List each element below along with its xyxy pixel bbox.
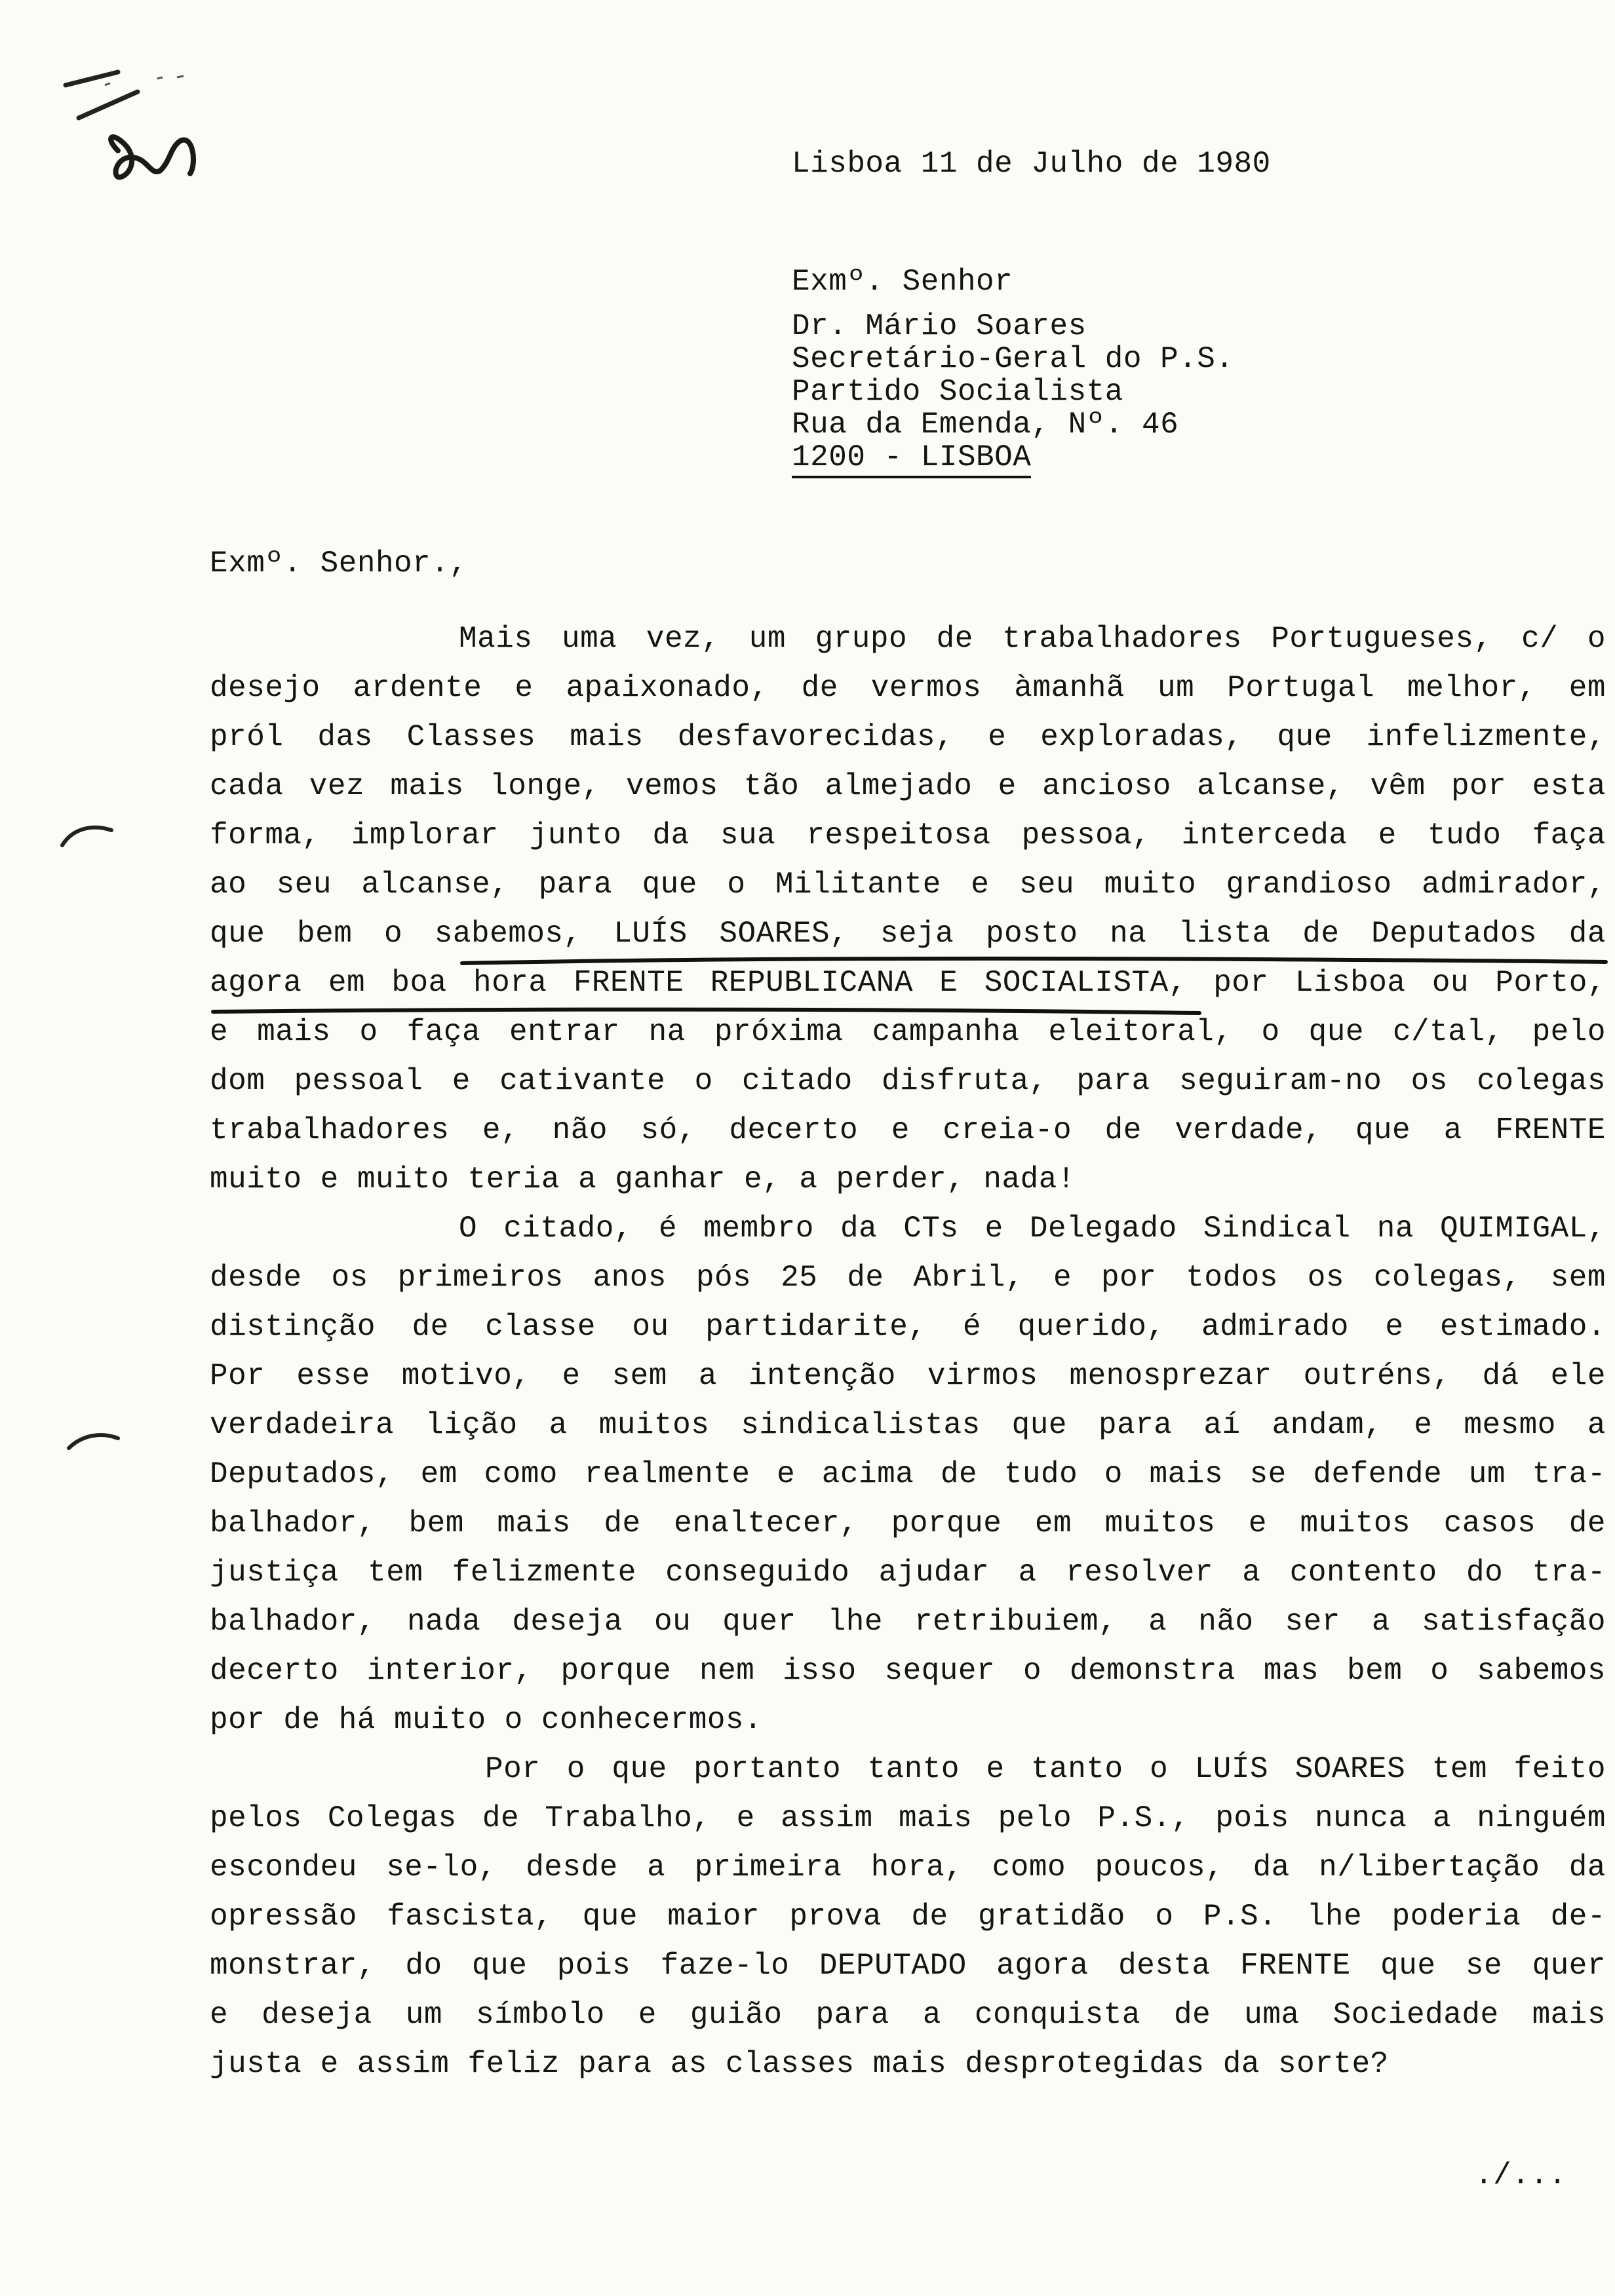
- body-line: que bem o sabemos, LUÍS SOARES, seja posto na lista de Deputados da: [210, 917, 1606, 951]
- body-line: Por o que portanto tanto e tanto o LUÍS SOARES tem feito: [485, 1752, 1606, 1786]
- body-line: muito e muito teria a ganhar e, a perder, nada!: [210, 1162, 1076, 1196]
- body-line: cada vez mais longe, vemos tão almejado e ancioso alcanse, vêm por esta: [210, 769, 1606, 803]
- body-line: distinção de classe ou partidarite, é querido, admirado e estimado.: [210, 1310, 1606, 1344]
- body-line: e deseja um símbolo e guião para a conquista de uma Sociedade mais: [210, 1998, 1606, 2032]
- underline-1: [459, 951, 1612, 971]
- body-line: balhador, nada deseja ou quer lhe retribuiem, a não ser a satisfação: [210, 1605, 1606, 1639]
- body-line: opressão fascista, que maior prova de gratidão o P.S. lhe poderia de-: [210, 1900, 1606, 1934]
- body-line: Deputados, em como realmente e acima de tudo o mais se defende um tra-: [210, 1457, 1606, 1491]
- margin-mark-2: [66, 1422, 125, 1461]
- body-line: balhador, bem mais de enaltecer, porque em muitos e muitos casos de: [210, 1506, 1606, 1540]
- body-line: escondeu se-lo, desde a primeira hora, como poucos, da n/libertação da: [210, 1850, 1606, 1885]
- body-line: justiça tem felizmente conseguido ajudar a resolver a contento do tra-: [210, 1556, 1606, 1590]
- continuation-mark: ./...: [1475, 2158, 1567, 2192]
- greeting: Exmº. Senhor.,: [210, 546, 468, 581]
- body-line: ao seu alcanse, para que o Militante e seu muito grandioso admirador,: [210, 868, 1606, 902]
- body-line: agora em boa hora FRENTE REPUBLICANA E SOCIALISTA, por Lisboa ou Porto,: [210, 966, 1606, 1000]
- addressee-salutation: Exmº. Senhor: [792, 265, 1013, 299]
- body-line: dom pessoal e cativante o citado disfruta, para seguiram-no os colegas: [210, 1064, 1606, 1098]
- addressee-organization: Partido Socialista: [792, 375, 1123, 409]
- body-line: Por esse motivo, e sem a intenção virmos menosprezar outréns, dá ele: [210, 1359, 1606, 1393]
- body-line: justa e assim feliz para as classes mais desprotegidas da sorte?: [210, 2047, 1389, 2081]
- body-line: monstrar, do que pois faze-lo DEPUTADO agora desta FRENTE que se quer: [210, 1949, 1606, 1983]
- body-line: forma, implorar junto da sua respeitosa pessoa, interceda e tudo faça: [210, 818, 1606, 852]
- body-line: desejo ardente e apaixonado, de vermos àmanhã um Portugal melhor, em: [210, 671, 1606, 705]
- addressee-city-text: 1200 - LISBOA: [792, 440, 1031, 478]
- addressee-name: Dr. Mário Soares: [792, 309, 1087, 343]
- body-line: por de há muito o conhecermos.: [210, 1703, 763, 1737]
- body-line: decerto interior, porque nem isso sequer o demonstra mas bem o sabemos: [210, 1654, 1606, 1688]
- body-line: O citado, é membro da CTs e Delegado Sindical na QUIMIGAL,: [459, 1212, 1606, 1246]
- body-line: pról das Classes mais desfavorecidas, e exploradas, que infelizmente,: [210, 720, 1606, 754]
- body-line: verdadeira lição a muitos sindicalistas que para aí andam, e mesmo a: [210, 1408, 1606, 1442]
- margin-mark-1: [59, 816, 118, 855]
- body-line: e mais o faça entrar na próxima campanha eleitoral, o que c/tal, pelo: [210, 1015, 1606, 1049]
- body-line: Mais uma vez, um grupo de trabalhadores Portugueses, c/ o: [459, 622, 1606, 656]
- body-line: trabalhadores e, não só, decerto e creia-o de verdade, que a FRENTE: [210, 1113, 1606, 1147]
- body-line: desde os primeiros anos pós 25 de Abril, e por todos os colegas, sem: [210, 1261, 1606, 1295]
- addressee-street: Rua da Emenda, Nº. 46: [792, 408, 1179, 442]
- body-line: pelos Colegas de Trabalho, e assim mais pelo P.S., pois nunca a ninguém: [210, 1801, 1606, 1835]
- addressee-title: Secretário-Geral do P.S.: [792, 342, 1234, 376]
- addressee-city: [792, 440, 1031, 474]
- underline-2: [210, 1001, 1206, 1021]
- date-line: Lisboa 11 de Julho de 1980: [792, 147, 1271, 181]
- initials-scribble: [39, 59, 210, 216]
